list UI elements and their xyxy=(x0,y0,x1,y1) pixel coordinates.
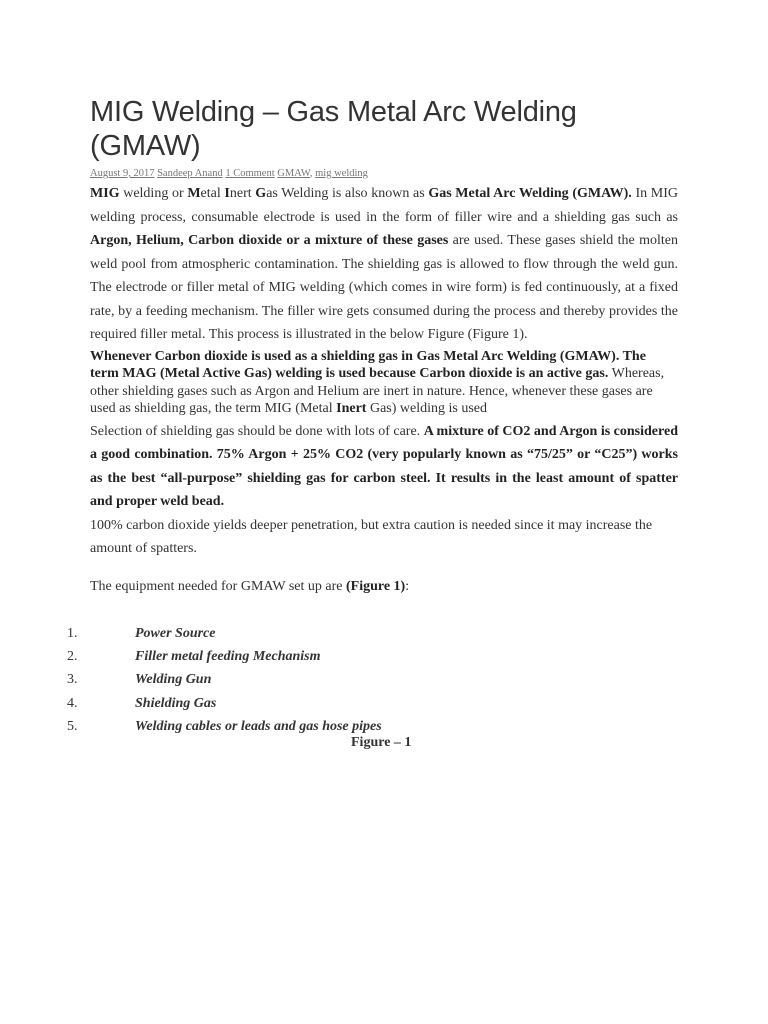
equipment-figure-ref: (Figure 1) xyxy=(345,578,406,594)
article xyxy=(90,95,678,598)
list-item-text: Welding cables or leads and gas hose pipes xyxy=(135,718,382,734)
mag-paragraph xyxy=(90,348,678,418)
intro-paragraph xyxy=(90,182,678,347)
author-link[interactable]: Sandeep Anand xyxy=(157,168,223,179)
list-item xyxy=(0,622,768,645)
list-number: 3. xyxy=(67,672,78,688)
intro-text-2: etal xyxy=(200,186,225,201)
tag-separator: , xyxy=(309,168,316,179)
comments-link[interactable]: 1 Comment xyxy=(225,168,275,179)
tag-gmaw-link[interactable]: GMAW xyxy=(277,168,310,179)
list-number: 5. xyxy=(67,718,78,734)
list-item xyxy=(0,692,768,715)
list-item xyxy=(0,645,768,668)
mag-text-1: Whereas, other shielding gases such as Argon and Helium are inert in nature. Hence, whenever these gases are used as shielding gas, the term MIG (Metal xyxy=(90,366,665,416)
list-number: 1. xyxy=(67,626,78,641)
intro-text-4: as Welding is also known as xyxy=(266,186,429,201)
co2-paragraph: 100% carbon dioxide yields deeper penetration, but extra caution is needed since it may increase the amount of spatters. xyxy=(90,517,653,556)
intro-i: I xyxy=(224,186,230,201)
intro-text-5: In MIG welding process, consumable electrode is used in the form of filler wire and a shielding gas such as xyxy=(90,186,679,225)
list-item-text: Power Source xyxy=(135,626,216,641)
mag-bold: Whenever Carbon dioxide is used as a shielding gas in Gas Metal Arc Welding (GMAW). The term MAG (Metal Active Gas) welding is used because Carbon dioxide is an active gas. xyxy=(90,348,646,381)
intro-gases-bold: Argon, Helium, Carbon dioxide or a mixture of these gases xyxy=(90,233,449,248)
equipment-colon: : xyxy=(405,578,410,594)
list-item xyxy=(0,668,768,691)
mag-inert-bold: Inert xyxy=(336,401,367,416)
tag-mig-welding-link[interactable]: mig welding xyxy=(315,168,368,179)
post-date-link[interactable]: August 9, 2017 xyxy=(90,168,155,179)
list-item-text: Shielding Gas xyxy=(135,695,217,711)
intro-text-3: nert xyxy=(229,186,256,201)
equipment-list xyxy=(0,622,768,738)
gas-selection-bold: A mixture of CO2 and Argon is considered a good combination. 75% Argon + 25% CO2 (very popularly known as “75/25” or “C25”) works as the best “all-purpose” shielding gas for carbon steel. It results in the least amount of spatter and proper weld bead. xyxy=(90,423,678,509)
gas-selection-paragraph xyxy=(90,420,678,514)
intro-m: M xyxy=(187,186,201,201)
list-number: 4. xyxy=(67,695,78,711)
intro-gmaw-bold: Gas Metal Arc Welding (GMAW). xyxy=(428,186,632,201)
intro-text-6: are used. These gases shield the molten weld pool from atmospheric contamination. The shielding gas is allowed to flow through the weld gun. The electrode or filler metal of MIG welding (which comes in wire form) is fed continuously, at a fixed rate, by a feeding mechanism. The filler wire gets consumed during the process and thereby provides the required filler metal. This process is illustrated in the below Figure (Figure 1). xyxy=(90,233,678,342)
equipment-intro-text: The equipment needed for GMAW set up are xyxy=(90,578,346,594)
post-meta xyxy=(90,167,678,181)
gas-selection-text: Selection of shielding gas should be done with lots of care. xyxy=(90,423,424,439)
list-item-text: Filler metal feeding Mechanism xyxy=(135,649,321,665)
page-title: MIG Welding – Gas Metal Arc Welding (GMAW) xyxy=(90,96,577,162)
intro-mig: MIG xyxy=(90,186,120,201)
equipment-intro xyxy=(90,575,678,598)
list-item-text: Welding Gun xyxy=(135,672,212,688)
mag-text-2: Gas) welding is used xyxy=(366,401,487,416)
figure-caption: Figure – 1 xyxy=(351,735,412,750)
list-number: 2. xyxy=(67,649,78,665)
intro-text-1: welding or xyxy=(119,186,188,201)
intro-g: G xyxy=(255,186,267,201)
